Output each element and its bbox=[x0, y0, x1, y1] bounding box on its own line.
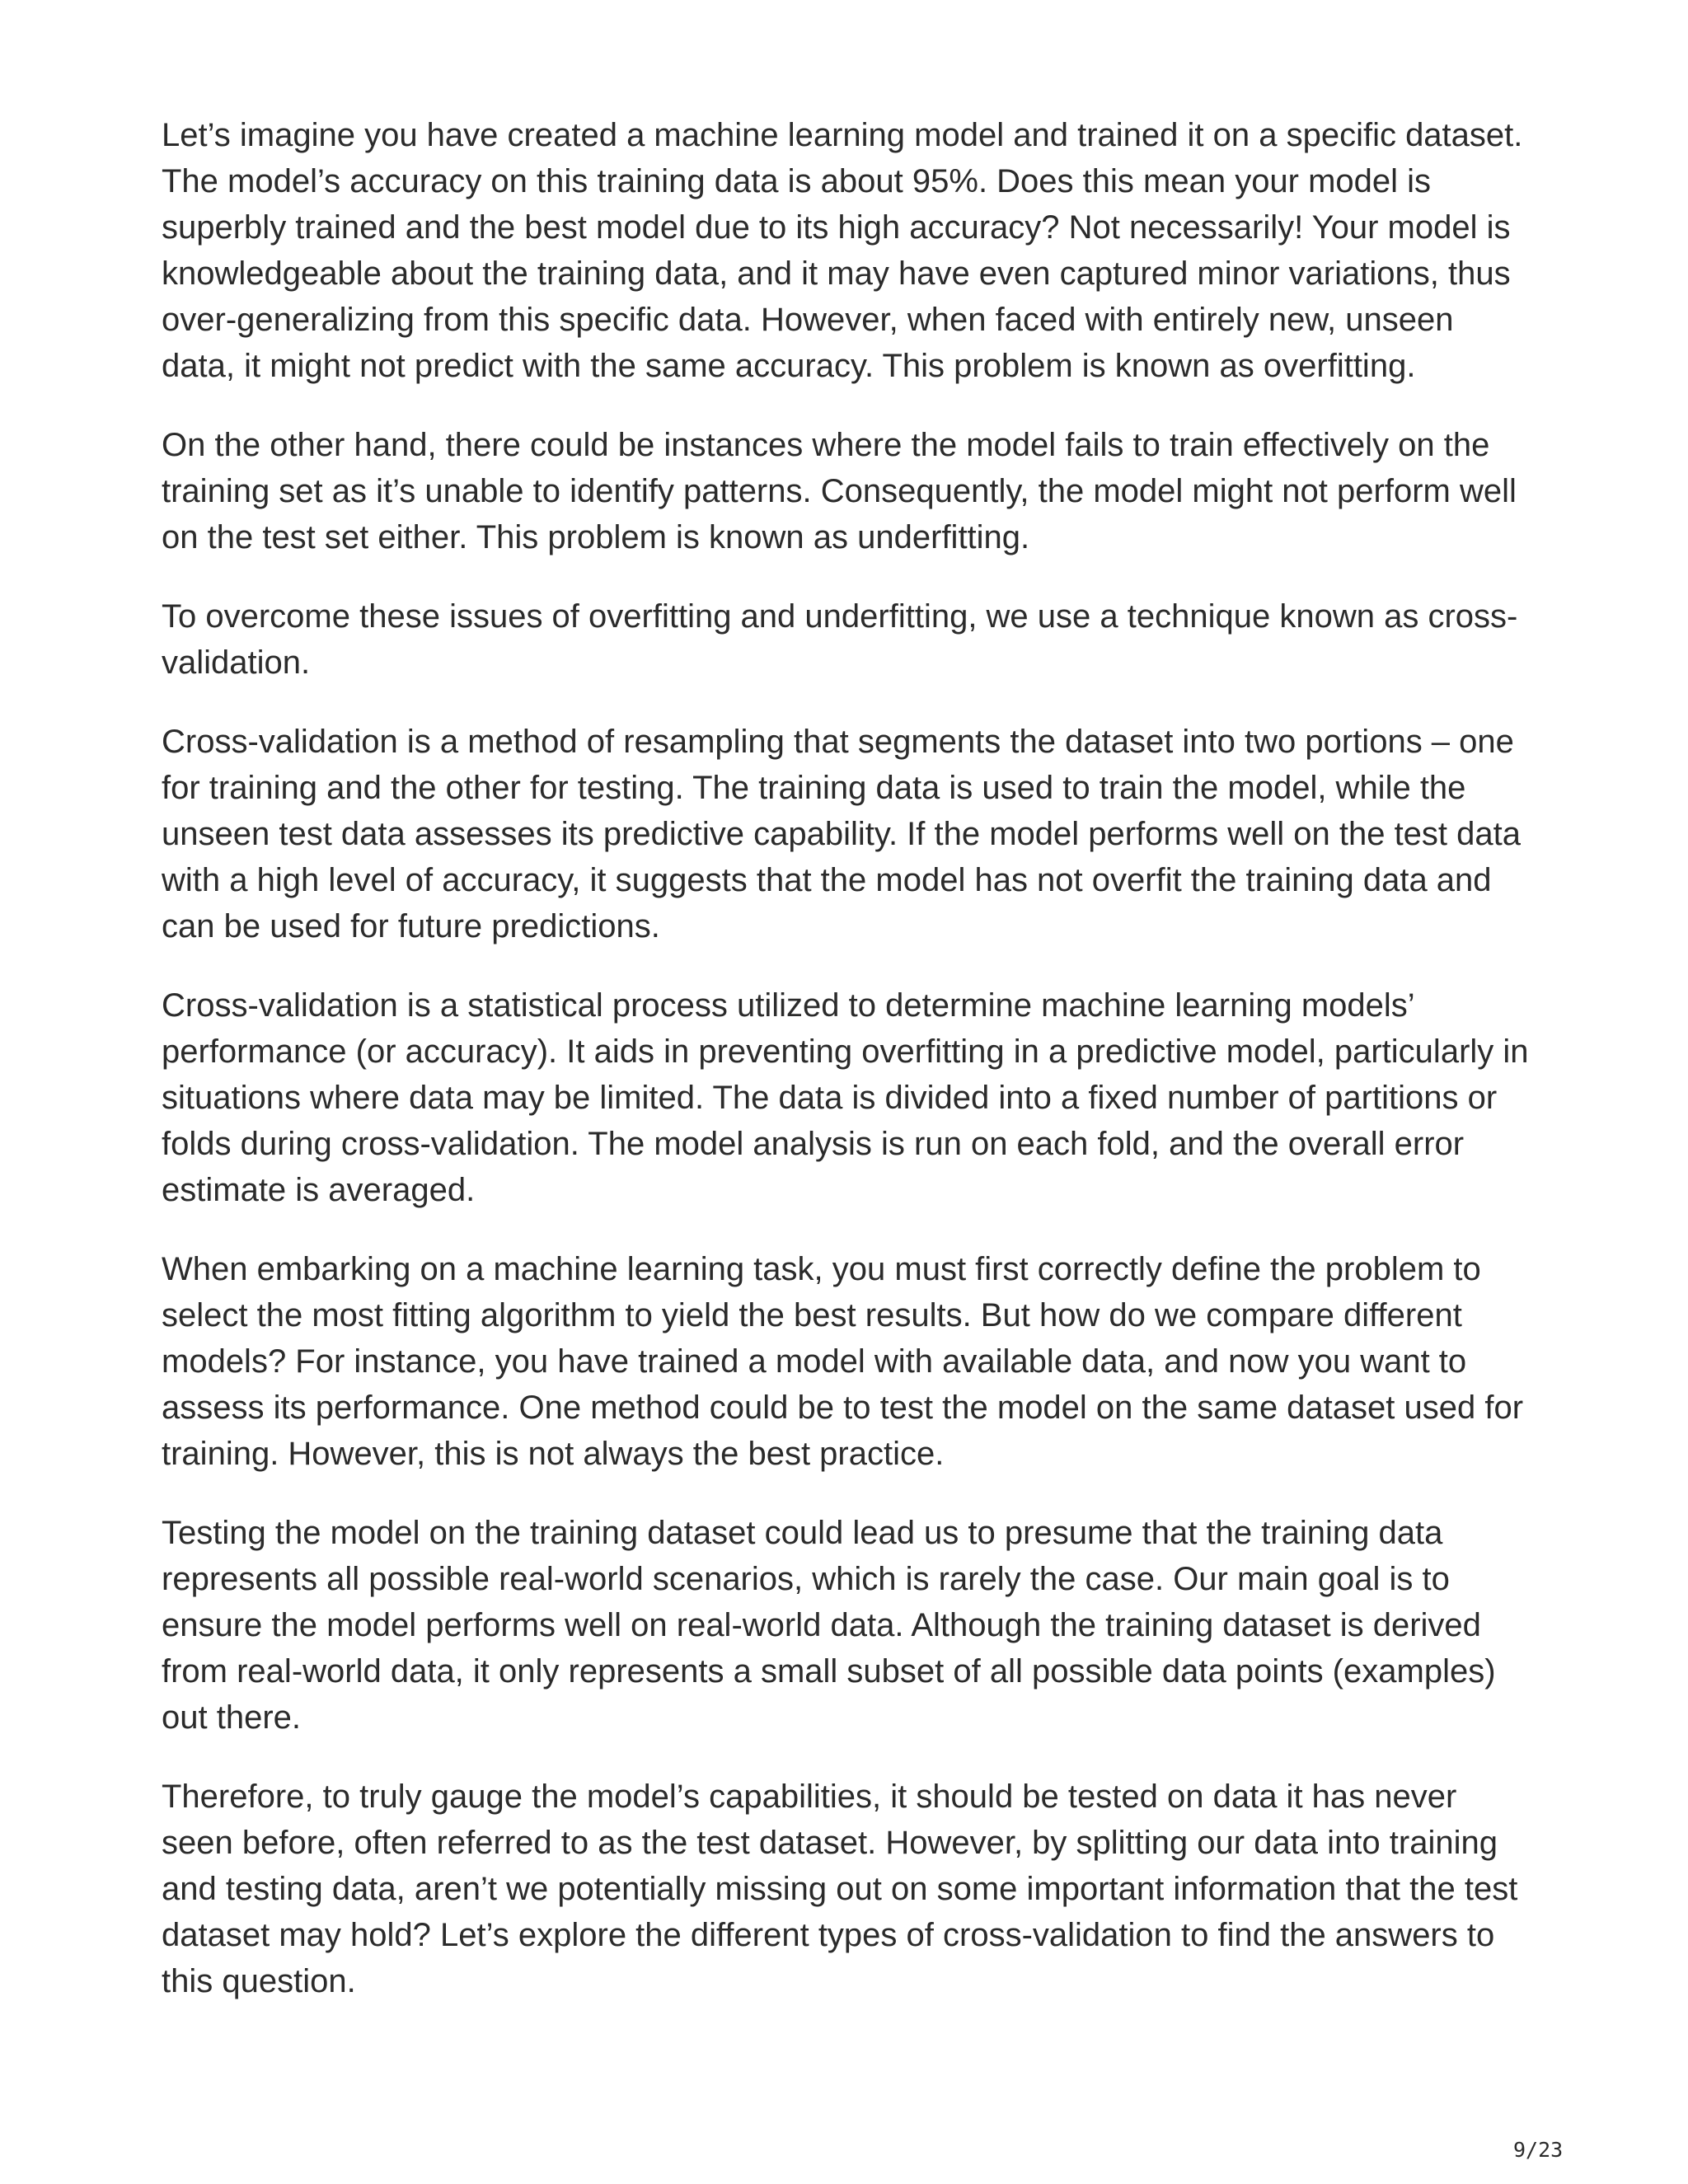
paragraph-statistical-process: Cross-validation is a statistical process utilized to determine machine learning models’ performance (or accuracy). It aids in preventing overfitting in a predictive model, particularly in situations where data may be limited. The data is divided into a fixed number of partitions or folds during cross-validation. The model analysis is run on each fold, and the overall error estimate is averaged. bbox=[162, 987, 1529, 1208]
paragraph-test-dataset: Therefore, to truly gauge the model’s capabilities, it should be tested on data it has never seen before, often referred to as the test dataset. However, by splitting our data into training and testing data, aren’t we potentially missing out on some important information that the test dataset may hold? Let’s explore the different types of cross-validation to find the answers to this question. bbox=[162, 1779, 1518, 1999]
page-number: 9/23 bbox=[1513, 2138, 1564, 2162]
paragraph-resampling: Cross-validation is a method of resampling that segments the dataset into two portions – one for training and the other for testing. The training data is used to train the model, while the unseen test data assesses its predictive capability. If the model performs well on the test data with a high level of accuracy, it suggests that the model has not overfit the training data and can be used for future predictions. bbox=[162, 724, 1522, 944]
paragraph-training-dataset-testing: Testing the model on the training dataset could lead us to presume that the training data represents all possible real-world scenarios, which is rarely the case. Our main goal is to ensure the model performs well on real-world data. Although the training dataset is derived from real-world data, it only represents a small subset of all possible data points (examples) out there. bbox=[162, 1515, 1496, 1736]
article-body bbox=[162, 112, 1533, 2037]
paragraph-model-comparison: When embarking on a machine learning task, you must first correctly define the problem to select the most fitting algorithm to yield the best results. But how do we compare different models? For instance, you have trained a model with available data, and now you want to assess its performance. One method could be to test the model on the same dataset used for training. However, this is not always the best practice. bbox=[162, 1251, 1524, 1472]
paragraph-cross-validation-intro: To overcome these issues of overfitting and underfitting, we use a technique known as cross-validation. bbox=[162, 598, 1518, 681]
paragraph-underfitting: On the other hand, there could be instances where the model fails to train effectively on the training set as it’s unable to identify patterns. Consequently, the model might not perform well on the test set either. This problem is known as underfitting. bbox=[162, 427, 1517, 555]
paragraph-overfitting: Let’s imagine you have created a machine learning model and trained it on a specific dataset. The model’s accuracy on this training data is about 95%. Does this mean your model is superbly trained and the best model due to its high accuracy? Not necessarily! Your model is knowledgeable about the training data, and it may have even captured minor variations, thus over-generalizing from this specific data. However, when faced with entirely new, unseen data, it might not predict with the same accuracy. This problem is known as overfitting. bbox=[162, 117, 1523, 384]
